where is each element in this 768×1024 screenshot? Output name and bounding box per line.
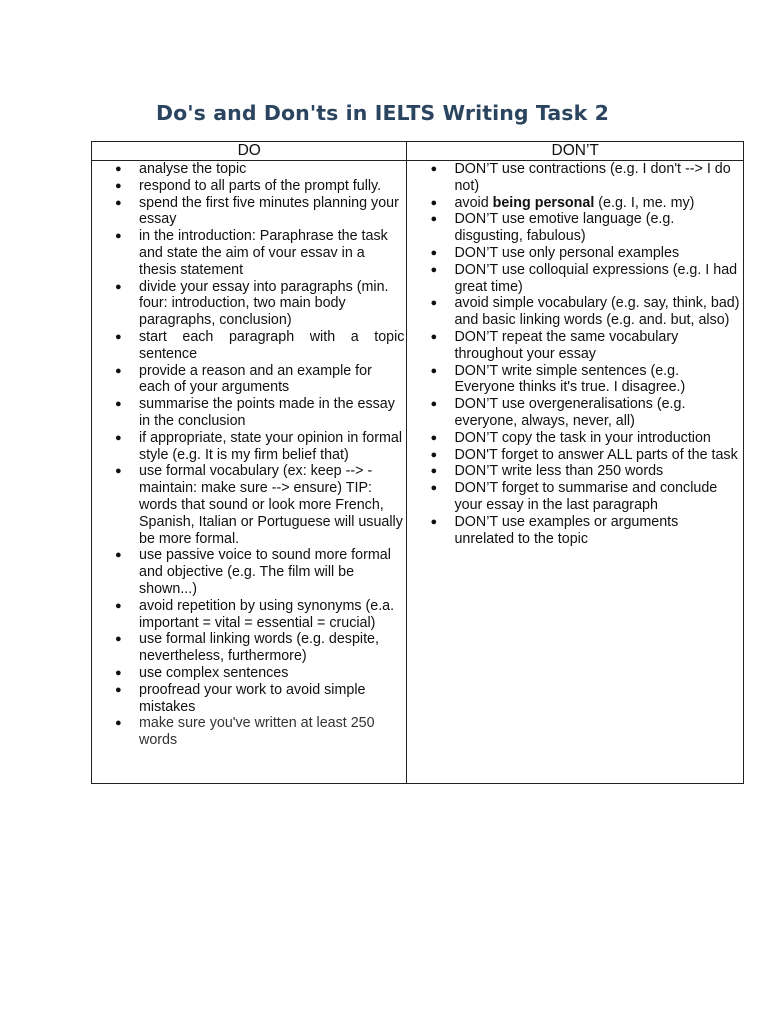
list-item: ● divide your essay into paragraphs (min. four: introduction, two main body paragraphs, conclusion) [115,278,389,329]
list-item: ● respond to all parts of the prompt fully. [115,177,382,194]
bullet-icon: ● [115,465,122,478]
emphasis-text: being personal [492,194,595,211]
bullet-icon: ● [115,163,122,175]
bullet-icon: ● [430,465,438,478]
do-list [92,161,406,749]
header-do: DO [92,142,407,161]
bullet-icon: ● [115,398,122,411]
bullet-icon: ● [115,179,122,192]
bullet-icon: ● [430,196,438,209]
list-item: ● DON’T use contractions (e.g. I don't --> I do not) [430,161,731,194]
bullet-icon: ● [430,297,438,310]
bullet-icon: ● [115,196,122,209]
bullet-icon: ● [115,230,122,243]
bullet-icon: ● [115,364,122,377]
list-item: ● proofread your work to avoid simple mistakes [115,681,366,715]
bullet-icon: ● [430,431,438,444]
dont-list [407,161,743,547]
list-item: ● DON’T copy the task in your introduction [430,429,711,446]
bullet-icon: ● [430,515,438,528]
list-item: ● avoid being personal (e.g. I, me. my) [430,194,695,211]
list-item: ● summarise the points made in the essay in the conclusion [115,396,395,429]
list-item: ● if appropriate, state your opinion in formal style (e.g. It is my firm belief that) [115,429,403,463]
list-item: ● DON’T forget to summarise and conclude your essay in the last paragraph [430,480,718,513]
list-item: ● provide a reason and an example for each of your arguments [115,362,372,396]
bullet-icon: ● [115,330,122,343]
bullet-icon: ● [115,549,122,562]
header-dont: DON’T [407,142,744,161]
list-item: ● use passive voice to sound more formal and objective (e.g. The film will be shown...) [115,547,391,597]
list-item: ● DON’T write simple sentences (e.g. Everyone thinks it's true. I disagree.) [430,362,686,396]
bullet-icon: ● [115,633,122,646]
list-item: ● use formal linking words (e.g. despite, nevertheless, furthermore) [115,631,379,665]
list-item: ● start each paragraph with a topic sentence [115,328,405,362]
list-item: ● avoid repetition by using synonyms (e.a. important = vital = essential = crucial) [115,597,395,631]
bullet-icon: ● [115,280,122,293]
bullet-icon: ● [430,163,438,175]
list-item: ● use formal vocabulary (ex: keep --> - maintain: make sure --> ensure) TIP: words that sound or look more French, Spanish, Italian or Portuguese will usually be more formal. [115,463,403,547]
list-item: ● DON’T use overgeneralisations (e.g. everyone, always, never, all) [430,396,686,429]
list-item: ● DON’T use emotive language (e.g. disgusting, fabulous) [430,211,675,245]
bullet-icon: ● [430,330,438,343]
list-item: ● in the introduction: Paraphrase the task and state the aim of vour essav in a thesis statement [115,228,388,278]
list-item: ● DON’T use colloquial expressions (e.g. I had great time) [430,261,738,295]
bullet-icon: ● [430,398,438,411]
list-item: ● DON’T write less than 250 words [430,463,664,480]
bullet-icon: ● [430,246,438,259]
bullet-icon: ● [115,666,122,679]
dos-donts-table [91,141,744,784]
list-item: ● spend the first five minutes planning your essay [115,194,399,228]
bullet-icon: ● [115,599,122,612]
list-item: ● DON’T use only personal examples [430,244,680,261]
bullet-icon: ● [430,213,438,226]
bullet-icon: ● [115,683,122,696]
bullet-icon: ● [115,717,122,730]
list-item: ● analyse the topic [115,161,247,177]
bullet-icon: ● [430,263,438,276]
list-item: ● avoid simple vocabulary (e.g. say, think, bad) and basic linking words (e.g. and. but, also) [430,295,740,329]
list-item: ● make sure you've written at least 250 words [115,715,375,749]
page-title: Do's and Don'ts in IELTS Writing Task 2 [156,101,609,125]
list-item: ● DON'T forget to answer ALL parts of the task [430,446,738,463]
dont-column [407,161,744,784]
bullet-icon: ● [115,431,122,444]
bullet-icon: ● [430,364,438,377]
list-item: ● use complex sentences [115,664,289,681]
bullet-icon: ● [430,482,438,495]
list-item: ● DON’T repeat the same vocabulary throughout your essay [430,328,679,362]
bullet-icon: ● [430,448,438,461]
do-column [92,161,407,784]
list-item: ● DON’T use examples or arguments unrelated to the topic [430,513,679,547]
